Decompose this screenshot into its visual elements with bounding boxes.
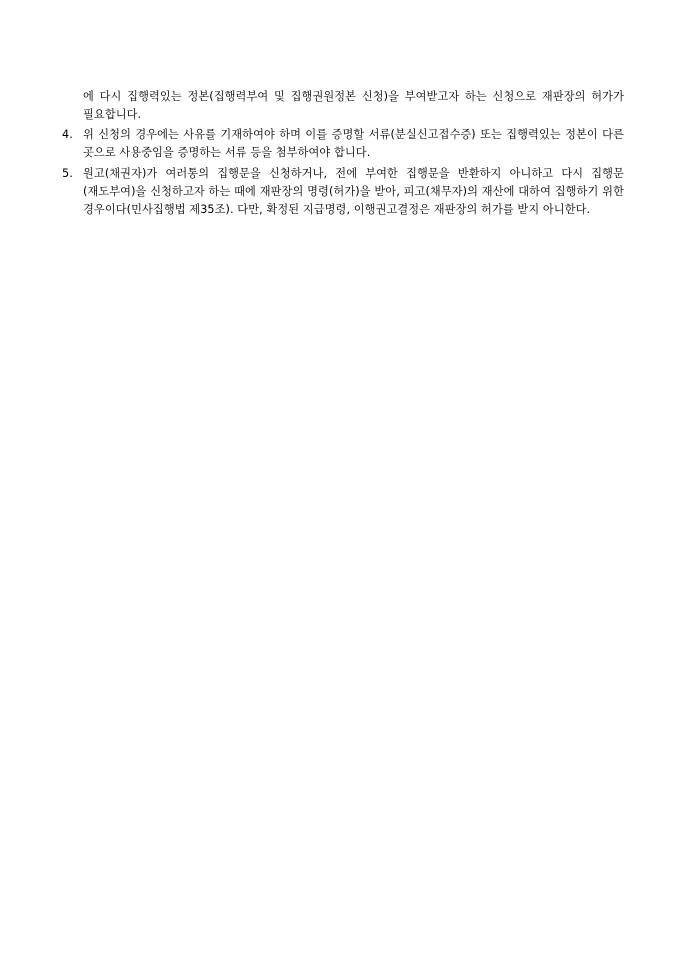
- list-item-text: 원고(채권자)가 여러통의 집행문을 신청하거나, 전에 부여한 집행문을 반환하지 아니하고 다시 집행문(재도부여)을 신청하고자 하는 때에 재판장의 명령(허가)을 받아, 피고(채무자)의 재산에 대하여 집행하기 위한 경우이다(민사집행법 제35조). 다만, 확정된 지급명령, 이행권고결정은 재판장의 허가를 받지 아니한다.: [83, 166, 624, 216]
- paragraph-text: 에 다시 집행력있는 정본(집행력부여 및 집행권원정본 신청)을 부여받고자 하는 신청으로 재판장의 허가가 필요합니다.: [83, 90, 624, 122]
- document-body: [62, 88, 624, 219]
- paragraph-continuation: [62, 88, 624, 124]
- list-item-text: 위 신청의 경우에는 사유를 기재하여야 하며 이를 증명할 서류(분실신고접수증) 또는 집행력있는 정본이 다른 곳으로 사용중임을 증명하는 서류 등을 첨부하여야 합니다.: [83, 128, 624, 160]
- list-item-marker: 4.: [62, 128, 73, 142]
- list-item: [62, 126, 624, 162]
- list-item: [62, 165, 624, 219]
- list-item-marker: 5.: [62, 166, 73, 180]
